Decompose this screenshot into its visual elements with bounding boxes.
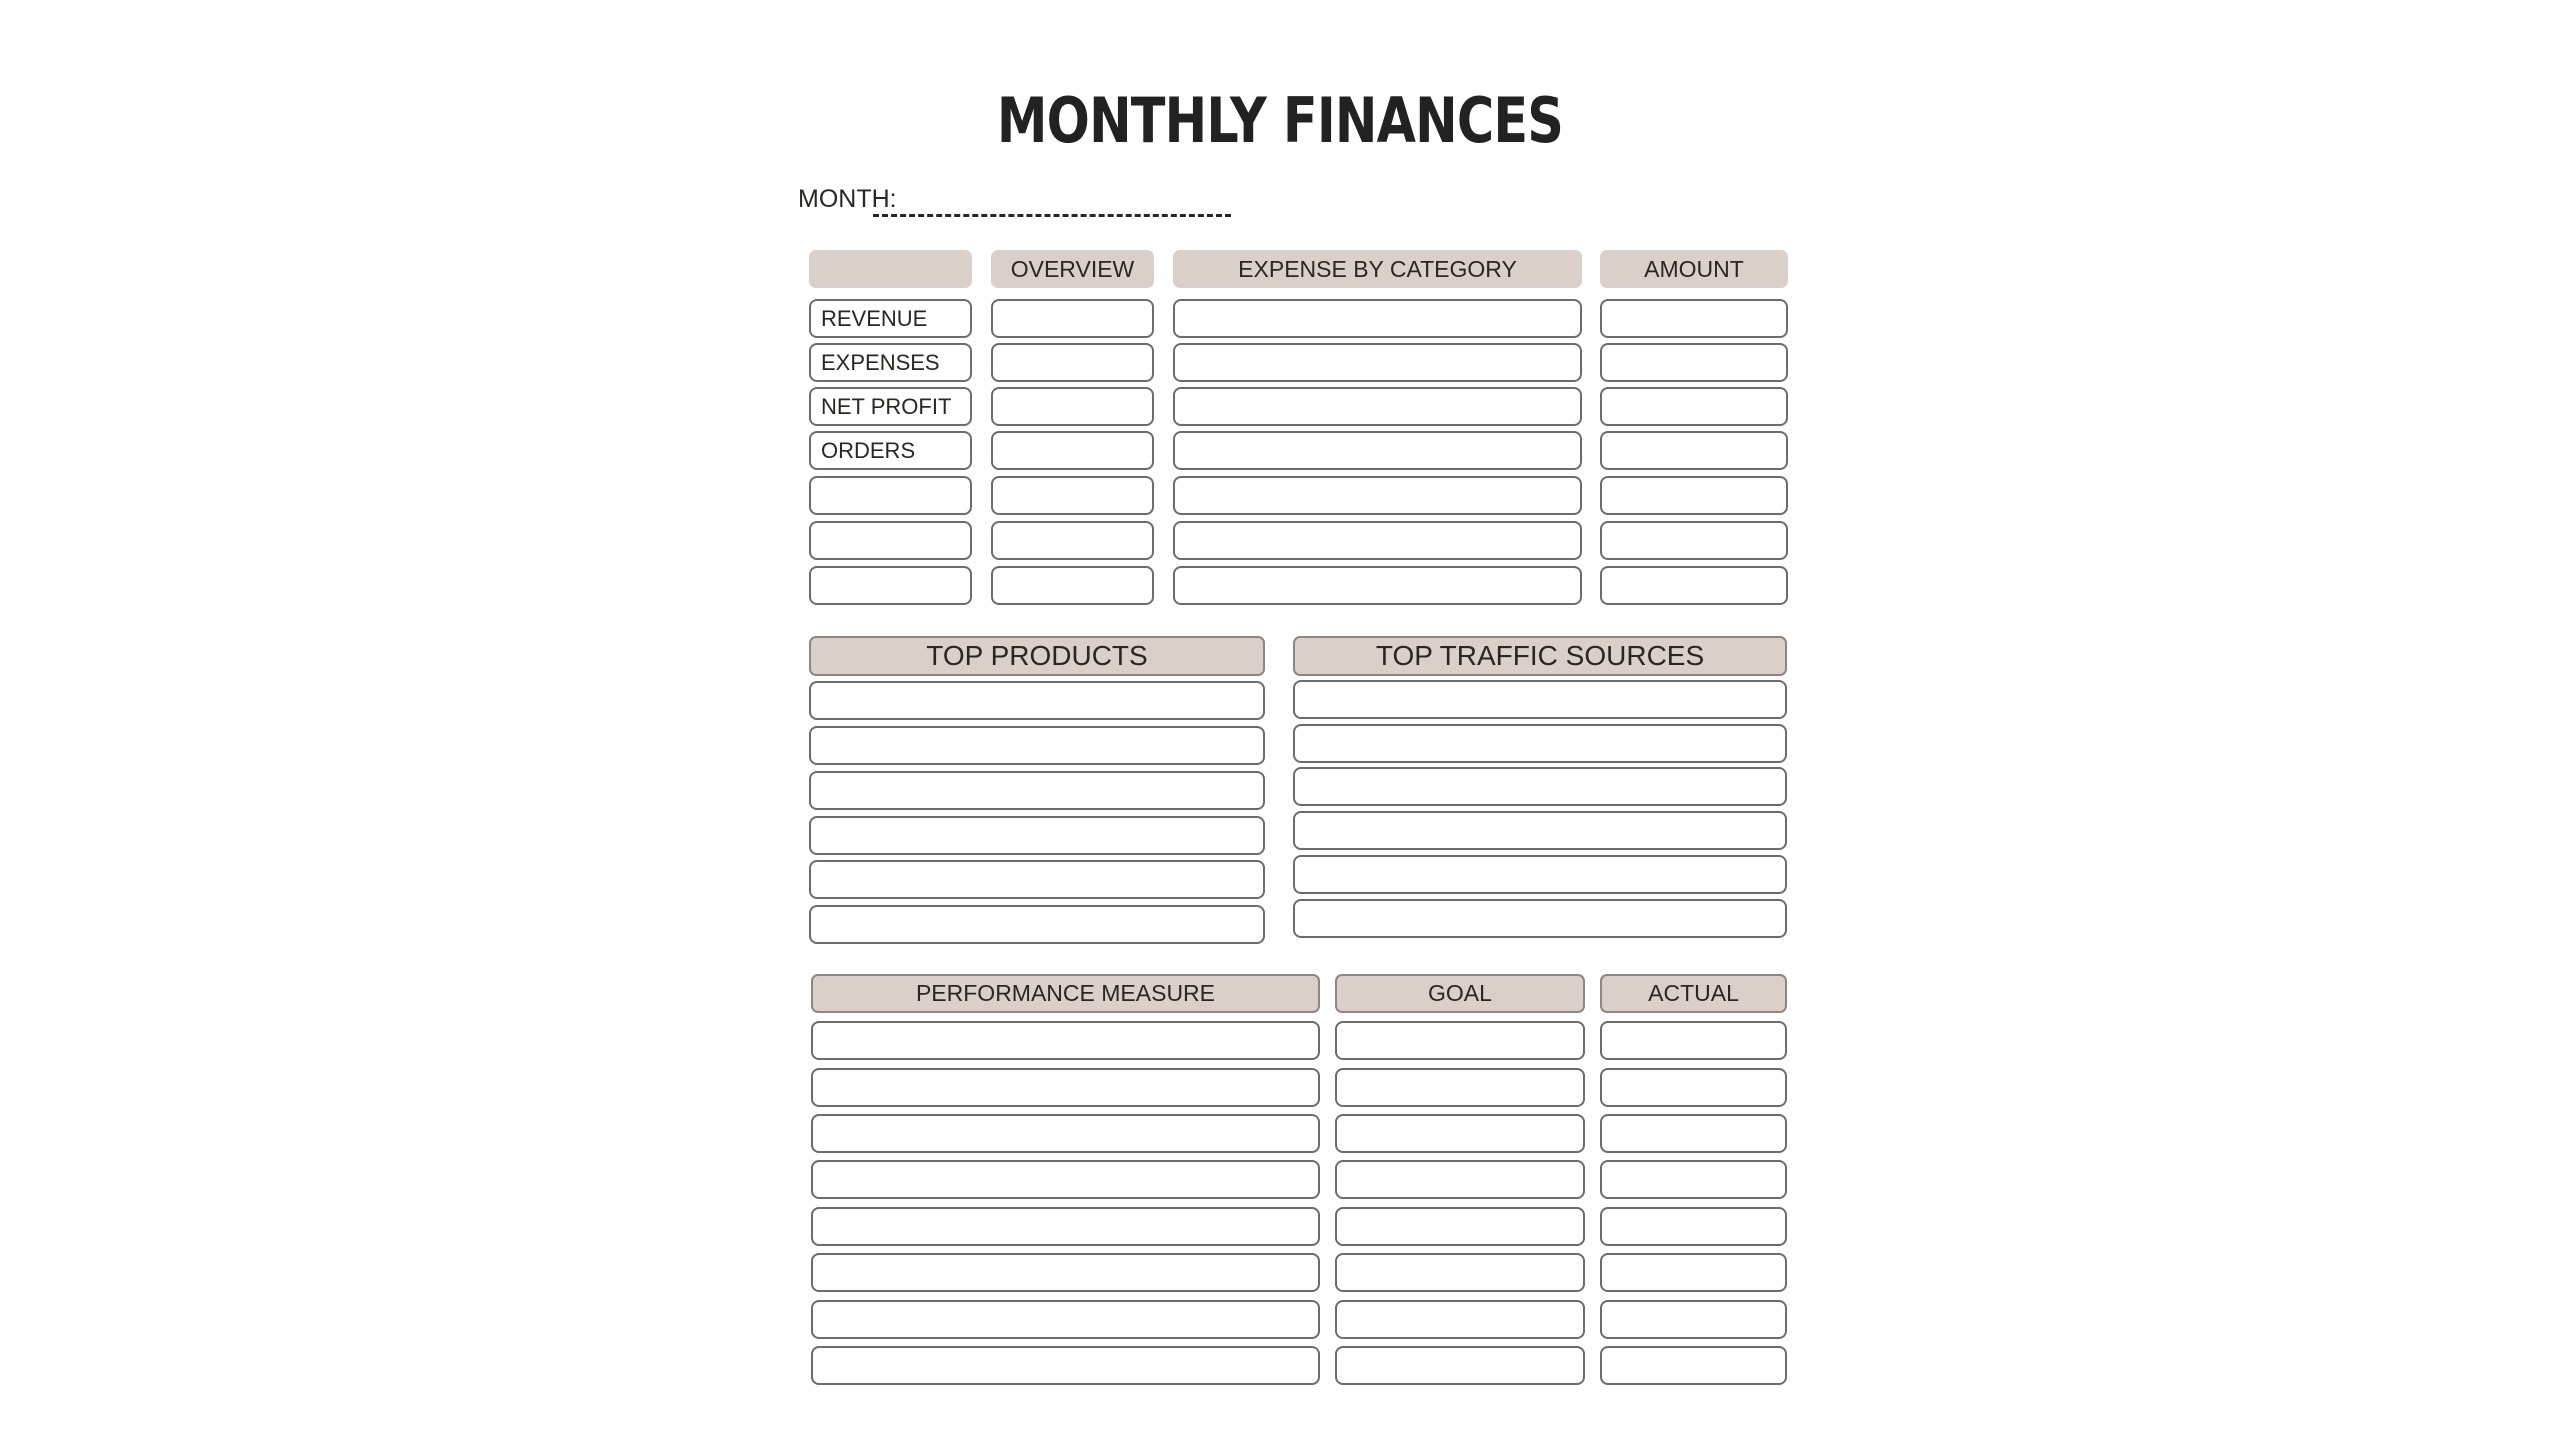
- expense-category-cell[interactable]: [1173, 299, 1582, 338]
- overview-cell[interactable]: [991, 299, 1154, 338]
- performance-measure-cell[interactable]: [811, 1346, 1320, 1385]
- overview-cell[interactable]: [991, 431, 1154, 470]
- amount-cell[interactable]: [1600, 387, 1788, 426]
- top-traffic-sources-row[interactable]: [1293, 767, 1787, 806]
- expense-category-cell[interactable]: [1173, 476, 1582, 515]
- top-products-row[interactable]: [809, 905, 1265, 944]
- actual-cell[interactable]: [1600, 1207, 1787, 1246]
- top-products-row[interactable]: [809, 726, 1265, 765]
- goal-cell[interactable]: [1335, 1253, 1585, 1292]
- performance-measure-cell[interactable]: [811, 1160, 1320, 1199]
- amount-cell[interactable]: [1600, 566, 1788, 605]
- row-label-cell[interactable]: [809, 566, 972, 605]
- actual-cell[interactable]: [1600, 1021, 1787, 1060]
- row-label-cell[interactable]: NET PROFIT: [809, 387, 972, 426]
- goal-cell[interactable]: [1335, 1021, 1585, 1060]
- top-products-row[interactable]: [809, 771, 1265, 810]
- amount-cell[interactable]: [1600, 343, 1788, 382]
- actual-header: ACTUAL: [1600, 974, 1787, 1013]
- goal-header: GOAL: [1335, 974, 1585, 1013]
- expense-category-cell[interactable]: [1173, 566, 1582, 605]
- performance-measure-cell[interactable]: [811, 1114, 1320, 1153]
- amount-cell[interactable]: [1600, 299, 1788, 338]
- top-traffic-sources-row[interactable]: [1293, 680, 1787, 719]
- top-products-row[interactable]: [809, 860, 1265, 899]
- performance-measure-cell[interactable]: [811, 1300, 1320, 1339]
- expense-category-cell[interactable]: [1173, 431, 1582, 470]
- overview-header: OVERVIEW: [991, 250, 1154, 288]
- month-label: MONTH:: [798, 185, 897, 213]
- goal-cell[interactable]: [1335, 1160, 1585, 1199]
- actual-cell[interactable]: [1600, 1253, 1787, 1292]
- actual-cell[interactable]: [1600, 1346, 1787, 1385]
- expense-category-cell[interactable]: [1173, 521, 1582, 560]
- performance-measure-cell[interactable]: [811, 1207, 1320, 1246]
- row-label-cell[interactable]: [809, 476, 972, 515]
- performance-measure-cell[interactable]: [811, 1068, 1320, 1107]
- overview-cell[interactable]: [991, 521, 1154, 560]
- top-products-row[interactable]: [809, 681, 1265, 720]
- top-traffic-sources-row[interactable]: [1293, 724, 1787, 763]
- amount-cell[interactable]: [1600, 476, 1788, 515]
- top-traffic-sources-row[interactable]: [1293, 855, 1787, 894]
- amount-header: AMOUNT: [1600, 250, 1788, 288]
- overview-cell[interactable]: [991, 476, 1154, 515]
- overview-cell[interactable]: [991, 566, 1154, 605]
- expense-category-cell[interactable]: [1173, 387, 1582, 426]
- top-traffic-sources-row[interactable]: [1293, 899, 1787, 938]
- actual-cell[interactable]: [1600, 1114, 1787, 1153]
- row-label-cell[interactable]: [809, 521, 972, 560]
- amount-cell[interactable]: [1600, 521, 1788, 560]
- top-products-row[interactable]: [809, 816, 1265, 855]
- actual-cell[interactable]: [1600, 1300, 1787, 1339]
- overview-cell[interactable]: [991, 343, 1154, 382]
- month-input-line[interactable]: [873, 214, 1231, 217]
- goal-cell[interactable]: [1335, 1346, 1585, 1385]
- row-label-cell[interactable]: REVENUE: [809, 299, 972, 338]
- expense-category-cell[interactable]: [1173, 343, 1582, 382]
- goal-cell[interactable]: [1335, 1300, 1585, 1339]
- overview-cell[interactable]: [991, 387, 1154, 426]
- expense-category-header: EXPENSE BY CATEGORY: [1173, 250, 1582, 288]
- top-traffic-sources-header: TOP TRAFFIC SOURCES: [1293, 636, 1787, 676]
- row-label-cell[interactable]: EXPENSES: [809, 343, 972, 382]
- overview-header-blank: [809, 250, 972, 288]
- performance-measure-cell[interactable]: [811, 1253, 1320, 1292]
- performance-measure-header: PERFORMANCE MEASURE: [811, 974, 1320, 1013]
- amount-cell[interactable]: [1600, 431, 1788, 470]
- goal-cell[interactable]: [1335, 1068, 1585, 1107]
- goal-cell[interactable]: [1335, 1207, 1585, 1246]
- top-products-header: TOP PRODUCTS: [809, 636, 1265, 676]
- page-title: MONTHLY FINANCES: [996, 84, 1564, 157]
- actual-cell[interactable]: [1600, 1160, 1787, 1199]
- goal-cell[interactable]: [1335, 1114, 1585, 1153]
- actual-cell[interactable]: [1600, 1068, 1787, 1107]
- row-label-cell[interactable]: ORDERS: [809, 431, 972, 470]
- performance-measure-cell[interactable]: [811, 1021, 1320, 1060]
- top-traffic-sources-row[interactable]: [1293, 811, 1787, 850]
